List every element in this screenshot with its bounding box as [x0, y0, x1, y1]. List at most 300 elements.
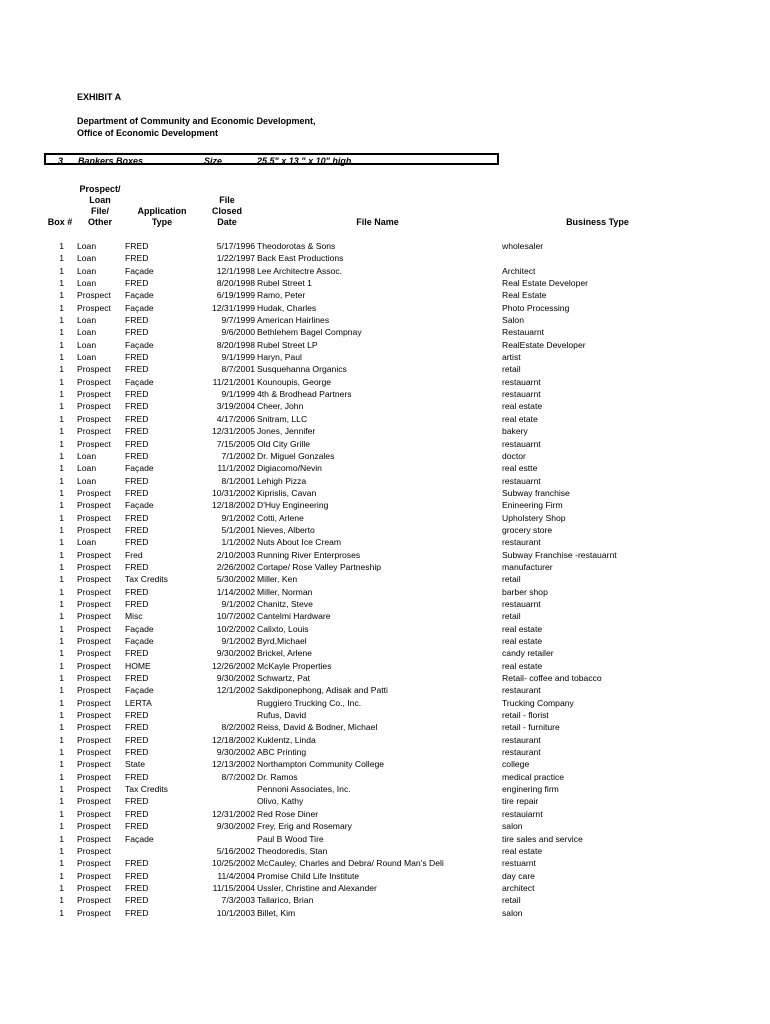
- box-number: 1: [59, 241, 64, 251]
- business-type: college: [502, 759, 530, 770]
- file-closed-date: 1/1/2002: [221, 537, 255, 548]
- prospect-loan: Prospect: [77, 660, 111, 671]
- box-number: 1: [59, 450, 64, 461]
- table-row: [0, 845, 770, 857]
- box-number: 1: [59, 784, 64, 795]
- business-type: real estte: [502, 463, 538, 474]
- box-number: 1: [59, 463, 64, 474]
- file-closed-date: 8/1/2001: [221, 475, 255, 486]
- box-type: Bankers Boxes: [78, 156, 144, 166]
- application-type: FRED: [125, 512, 149, 523]
- box-number: 1: [59, 710, 64, 721]
- prospect-loan: Prospect: [77, 858, 111, 869]
- file-name: Dr. Ramos: [257, 771, 298, 782]
- file-closed-date: 9/7/1999: [221, 315, 255, 326]
- file-closed-date: 3/19/2004: [216, 401, 255, 412]
- file-closed-date: 9/1/1999: [221, 352, 255, 363]
- business-type: retail: [502, 574, 521, 585]
- box-number: 1: [59, 660, 64, 671]
- table-row: [0, 289, 770, 301]
- file-name: Sakdiponephong, Adisak and Patti: [257, 685, 388, 696]
- prospect-loan: Prospect: [77, 574, 111, 585]
- file-closed-date: 1/14/2002: [216, 586, 255, 597]
- table-row: [0, 561, 770, 573]
- box-number: 1: [59, 524, 64, 535]
- box-number: 1: [59, 771, 64, 782]
- file-closed-date: 12/31/1999: [211, 302, 255, 313]
- business-type: restaurant: [502, 747, 541, 758]
- business-type: wholesaler: [502, 241, 544, 251]
- prospect-loan: Prospect: [77, 586, 111, 597]
- file-name: Nuts About Ice Cream: [257, 537, 342, 548]
- table-row: [0, 857, 770, 869]
- file-name: Pennoni Associates, Inc.: [257, 784, 351, 795]
- box-number: 1: [59, 549, 64, 560]
- business-type: restauarnt: [502, 389, 541, 400]
- table-row: [0, 277, 770, 289]
- business-type: restauiarnt: [502, 808, 543, 819]
- business-type: Real Estate Developer: [502, 278, 588, 289]
- box-number: 1: [59, 512, 64, 523]
- prospect-loan: Prospect: [77, 759, 111, 770]
- application-type: Façade: [125, 685, 154, 696]
- table-row: [0, 697, 770, 709]
- file-closed-date: 9/6/2000: [221, 327, 255, 338]
- application-type: HOME: [125, 660, 151, 671]
- file-name: Old City Grille: [257, 438, 311, 449]
- box-number: 1: [59, 907, 64, 918]
- header-prospect-line: Prospect/: [79, 184, 121, 194]
- file-closed-date: 11/4/2004: [217, 870, 255, 881]
- file-closed-date: 12/13/2002: [211, 759, 255, 770]
- business-type: Restauarnt: [502, 327, 545, 338]
- prospect-loan: Prospect: [77, 747, 111, 758]
- prospect-loan: Prospect: [77, 808, 111, 819]
- file-closed-date: 5/1/2001: [221, 524, 255, 535]
- file-closed-date: 12/31/2005: [211, 426, 255, 437]
- file-name: Nieves, Alberto: [257, 524, 315, 535]
- prospect-loan: Prospect: [77, 870, 111, 881]
- business-type: Architect: [502, 265, 536, 276]
- prospect-loan: Prospect: [77, 623, 111, 634]
- table-row: [0, 783, 770, 795]
- file-name: ABC Printing: [257, 747, 307, 758]
- prospect-loan: Loan: [77, 339, 97, 350]
- business-type: Retail- coffee and tobacco: [502, 673, 602, 684]
- box-number: 1: [59, 537, 64, 548]
- file-name: D'Huy Engineering: [257, 500, 329, 511]
- application-type: FRED: [125, 315, 149, 326]
- prospect-loan: Prospect: [77, 401, 111, 412]
- business-type: real estate: [502, 845, 543, 856]
- prospect-loan: Loan: [77, 253, 97, 264]
- table-row: [0, 907, 770, 919]
- file-name: Cortape/ Rose Valley Partneship: [257, 561, 382, 572]
- application-type: FRED: [125, 401, 149, 412]
- table-row: [0, 746, 770, 758]
- application-type: Façade: [125, 463, 154, 474]
- header-prospect-line: File/: [90, 206, 109, 216]
- prospect-loan: Prospect: [77, 389, 111, 400]
- business-type: Subway franchise: [502, 487, 570, 498]
- application-type: FRED: [125, 475, 149, 486]
- box-number: 1: [59, 339, 64, 350]
- business-type: Real Estate: [502, 290, 547, 301]
- file-closed-date: 5/17/1996: [216, 241, 255, 251]
- file-closed-date: 8/7/2002: [221, 771, 255, 782]
- business-type: real etate: [502, 413, 538, 424]
- file-closed-date: 10/7/2002: [216, 611, 255, 622]
- application-type: Façade: [125, 339, 154, 350]
- file-name: Miller, Norman: [257, 586, 313, 597]
- prospect-loan: Prospect: [77, 500, 111, 511]
- file-closed-date: 9/1/2002: [221, 598, 255, 609]
- table-row: [0, 339, 770, 351]
- file-closed-date: 9/1/1999: [221, 389, 255, 400]
- application-type: FRED: [125, 870, 149, 881]
- business-type: real estate: [502, 636, 543, 646]
- table-row: [0, 647, 770, 659]
- file-name: Kiprislis, Cavan: [257, 487, 317, 498]
- file-closed-date: 9/1/2002: [221, 636, 255, 646]
- business-type: manufacturer: [502, 561, 553, 572]
- prospect-loan: Prospect: [77, 364, 111, 375]
- box-number: 1: [59, 315, 64, 326]
- file-table: [0, 240, 770, 919]
- application-type: Façade: [125, 833, 154, 844]
- business-type: doctor: [502, 450, 526, 461]
- file-closed-date: 4/17/2006: [216, 413, 255, 424]
- box-number: 1: [59, 352, 64, 363]
- application-type: FRED: [125, 895, 149, 906]
- file-name: Running River Enterproses: [257, 549, 361, 560]
- box-number: 1: [59, 895, 64, 906]
- table-row: [0, 870, 770, 882]
- application-type: Misc: [125, 611, 143, 622]
- prospect-loan: Prospect: [77, 845, 111, 856]
- office-name: Office of Economic Development: [77, 128, 219, 138]
- prospect-loan: Prospect: [77, 882, 111, 893]
- application-type: FRED: [125, 561, 149, 572]
- box-number: 1: [59, 821, 64, 832]
- file-closed-date: 7/3/2003: [221, 895, 255, 906]
- table-row: [0, 795, 770, 807]
- box-number: 1: [59, 475, 64, 486]
- prospect-loan: Prospect: [77, 685, 111, 696]
- file-closed-date: 6/19/1999: [216, 290, 255, 301]
- box-number: 1: [59, 685, 64, 696]
- prospect-loan: Loan: [77, 265, 97, 276]
- box-number: 1: [59, 265, 64, 276]
- table-row: [0, 635, 770, 647]
- application-type: LERTA: [125, 697, 152, 708]
- prospect-loan: Prospect: [77, 524, 111, 535]
- application-type: FRED: [125, 796, 149, 807]
- business-type: real estate: [502, 623, 543, 634]
- prospect-loan: Prospect: [77, 438, 111, 449]
- table-row: [0, 487, 770, 499]
- box-number: 1: [59, 611, 64, 622]
- application-type: Tax Credits: [125, 784, 168, 795]
- file-closed-date: 9/30/2002: [216, 673, 255, 684]
- business-type: medical practice: [502, 771, 565, 782]
- table-row: [0, 413, 770, 425]
- application-type: Façade: [125, 290, 154, 301]
- box-number: 1: [59, 302, 64, 313]
- prospect-loan: Loan: [77, 327, 97, 338]
- prospect-loan: Loan: [77, 475, 97, 486]
- application-type: FRED: [125, 858, 149, 869]
- prospect-loan: Prospect: [77, 907, 111, 918]
- business-type: retail - furniture: [502, 722, 560, 733]
- box-number: 1: [59, 290, 64, 301]
- box-number: 1: [59, 327, 64, 338]
- table-row: [0, 351, 770, 363]
- table-row: [0, 326, 770, 338]
- business-type: retail - florist: [502, 710, 549, 721]
- file-name: Billet, Kim: [257, 907, 296, 918]
- business-type: retail: [502, 895, 521, 906]
- file-name: Jones, Jennifer: [257, 426, 316, 437]
- business-type: salon: [502, 907, 523, 918]
- application-type: FRED: [125, 808, 149, 819]
- box-summary-frame: [44, 153, 499, 165]
- application-type: FRED: [125, 389, 149, 400]
- file-name: Schwartz, Pat: [257, 673, 311, 684]
- file-closed-date: 12/31/2002: [211, 808, 255, 819]
- business-type: Trucking Company: [502, 697, 574, 708]
- box-number: 1: [59, 747, 64, 758]
- box-number: 1: [59, 598, 64, 609]
- box-number: 1: [59, 734, 64, 745]
- prospect-loan: Loan: [77, 463, 97, 474]
- business-type: real estate: [502, 401, 543, 412]
- application-type: FRED: [125, 747, 149, 758]
- file-closed-date: 8/7/2001: [221, 364, 255, 375]
- application-type: FRED: [125, 426, 149, 437]
- business-type: restaurant: [502, 734, 541, 745]
- box-number: 1: [59, 389, 64, 400]
- header-business-type: Business Type: [566, 217, 629, 227]
- prospect-loan: Prospect: [77, 895, 111, 906]
- file-name: Lehigh Pizza: [257, 475, 307, 486]
- business-type: retail: [502, 611, 521, 622]
- prospect-loan: Prospect: [77, 290, 111, 301]
- file-name: Northampton Community College: [257, 759, 385, 770]
- table-row: [0, 573, 770, 585]
- table-row: [0, 586, 770, 598]
- prospect-loan: Prospect: [77, 796, 111, 807]
- header-prospect: [74, 184, 126, 228]
- file-name: Kuklentz, Linda: [257, 734, 316, 745]
- file-name: Ramo, Peter: [257, 290, 306, 301]
- prospect-loan: Prospect: [77, 673, 111, 684]
- file-closed-date: 11/1/2002: [217, 463, 255, 474]
- business-type: tire sales and service: [502, 833, 583, 844]
- file-name: Paul B Wood Tire: [257, 833, 324, 844]
- file-name: 4th & Brodhead Partners: [257, 389, 352, 400]
- prospect-loan: Loan: [77, 241, 97, 251]
- business-type: artist: [502, 352, 521, 363]
- box-number: 1: [59, 648, 64, 659]
- table-row: [0, 302, 770, 314]
- header-box: Box #: [47, 217, 73, 227]
- prospect-loan: Prospect: [77, 561, 111, 572]
- business-type: grocery store: [502, 524, 553, 535]
- table-row: [0, 771, 770, 783]
- header-application-line: Application: [137, 206, 187, 216]
- business-type: restaurant: [502, 685, 541, 696]
- file-closed-date: 2/26/2002: [216, 561, 255, 572]
- table-row: [0, 252, 770, 264]
- prospect-loan: Loan: [77, 352, 97, 363]
- business-type: RealEstate Developer: [502, 339, 586, 350]
- header-file-name: File Name: [356, 217, 399, 227]
- file-closed-date: 9/30/2002: [216, 747, 255, 758]
- prospect-loan: Loan: [77, 450, 97, 461]
- box-number: 1: [59, 561, 64, 572]
- application-type: Fred: [125, 549, 143, 560]
- prospect-loan: Prospect: [77, 611, 111, 622]
- application-type: FRED: [125, 241, 149, 251]
- file-closed-date: 9/30/2002: [216, 648, 255, 659]
- application-type: FRED: [125, 648, 149, 659]
- file-name: Kounoupis, George: [257, 376, 332, 387]
- file-name: Ruggiero Trucking Co., Inc.: [257, 697, 362, 708]
- table-row: [0, 672, 770, 684]
- file-name: American Hairlines: [257, 315, 330, 326]
- file-closed-date: 10/2/2002: [216, 623, 255, 634]
- box-number: 1: [59, 636, 64, 646]
- application-type: FRED: [125, 524, 149, 535]
- business-type: restaurant: [502, 537, 541, 548]
- application-type: Façade: [125, 500, 154, 511]
- file-name: Cantelmi Hardware: [257, 611, 331, 622]
- prospect-loan: Prospect: [77, 648, 111, 659]
- header-file-closed-line: File: [219, 195, 235, 205]
- prospect-loan: Prospect: [77, 636, 111, 646]
- application-type: Façade: [125, 265, 154, 276]
- table-row: [0, 758, 770, 770]
- table-row: [0, 549, 770, 561]
- file-closed-date: 7/15/2005: [216, 438, 255, 449]
- box-number: 1: [59, 586, 64, 597]
- application-type: Façade: [125, 302, 154, 313]
- table-row: [0, 598, 770, 610]
- prospect-loan: Prospect: [77, 549, 111, 560]
- box-number: 1: [59, 673, 64, 684]
- file-closed-date: 12/26/2002: [211, 660, 255, 671]
- file-closed-date: 11/21/2001: [212, 376, 255, 387]
- department-name: Department of Community and Economic Development,: [77, 116, 316, 126]
- header-prospect-line: Other: [87, 217, 112, 227]
- file-name: Olivo, Kathy: [257, 796, 304, 807]
- file-closed-date: 1/22/1997: [216, 253, 255, 264]
- header-file-closed-line: Closed: [211, 206, 242, 216]
- file-name: Snitram, LLC: [257, 413, 308, 424]
- header-prospect-line: Loan: [89, 195, 111, 205]
- file-name: Chanitz, Steve: [257, 598, 313, 609]
- box-count: 3: [58, 156, 64, 166]
- prospect-loan: Prospect: [77, 426, 111, 437]
- prospect-loan: Prospect: [77, 821, 111, 832]
- box-number: 1: [59, 722, 64, 733]
- file-name: Rubel Street LP: [257, 339, 318, 350]
- application-type: FRED: [125, 487, 149, 498]
- table-row: [0, 499, 770, 511]
- business-type: restauarnt: [502, 598, 541, 609]
- file-closed-date: 9/1/2002: [221, 512, 255, 523]
- file-name: Cotti, Arlene: [257, 512, 304, 523]
- application-type: FRED: [125, 438, 149, 449]
- file-name: Dr. Miguel Gonzales: [257, 450, 335, 461]
- file-name: Cheer, John: [257, 401, 304, 412]
- prospect-loan: Prospect: [77, 302, 111, 313]
- application-type: FRED: [125, 821, 149, 832]
- table-row: [0, 400, 770, 412]
- application-type: FRED: [125, 450, 149, 461]
- file-name: Promise Child Life Institute: [257, 870, 360, 881]
- file-closed-date: 12/18/2002: [211, 734, 255, 745]
- prospect-loan: Prospect: [77, 710, 111, 721]
- application-type: FRED: [125, 586, 149, 597]
- size-label: Size: [204, 156, 223, 166]
- prospect-loan: Prospect: [77, 833, 111, 844]
- application-type: FRED: [125, 771, 149, 782]
- business-type: enginering firm: [502, 784, 559, 795]
- table-row: [0, 512, 770, 524]
- business-type: restuarnt: [502, 858, 536, 869]
- table-row: [0, 450, 770, 462]
- application-type: FRED: [125, 364, 149, 375]
- file-name: Brickel, Arlene: [257, 648, 312, 659]
- box-number: 1: [59, 413, 64, 424]
- box-number: 1: [59, 364, 64, 375]
- table-row: [0, 610, 770, 622]
- file-name: McCauley, Charles and Debra/ Round Man's Deli: [257, 858, 444, 869]
- table-row: [0, 475, 770, 487]
- box-number: 1: [59, 796, 64, 807]
- prospect-loan: Loan: [77, 315, 97, 326]
- table-row: [0, 376, 770, 388]
- business-type: day care: [502, 870, 535, 881]
- file-closed-date: 8/20/1998: [216, 278, 255, 289]
- prospect-loan: Prospect: [77, 598, 111, 609]
- table-row: [0, 438, 770, 450]
- file-closed-date: 12/18/2002: [211, 500, 255, 511]
- table-row: [0, 388, 770, 400]
- application-type: FRED: [125, 413, 149, 424]
- business-type: real estate: [502, 660, 543, 671]
- file-name: Red Rose Diner: [257, 808, 319, 819]
- business-type: restauarnt: [502, 475, 541, 486]
- prospect-loan: Prospect: [77, 413, 111, 424]
- table-row: [0, 265, 770, 277]
- box-number: 1: [59, 845, 64, 856]
- file-closed-date: 7/1/2002: [221, 450, 255, 461]
- table-row: [0, 462, 770, 474]
- application-type: FRED: [125, 352, 149, 363]
- file-name: Rubel Street 1: [257, 278, 312, 289]
- business-type: bakery: [502, 426, 528, 437]
- application-type: Tax Credits: [125, 574, 168, 585]
- application-type: FRED: [125, 327, 149, 338]
- file-name: Digiacomo/Nevin: [257, 463, 322, 474]
- box-number: 1: [59, 870, 64, 881]
- file-closed-date: 9/30/2002: [216, 821, 255, 832]
- table-row: [0, 240, 770, 252]
- prospect-loan: Prospect: [77, 784, 111, 795]
